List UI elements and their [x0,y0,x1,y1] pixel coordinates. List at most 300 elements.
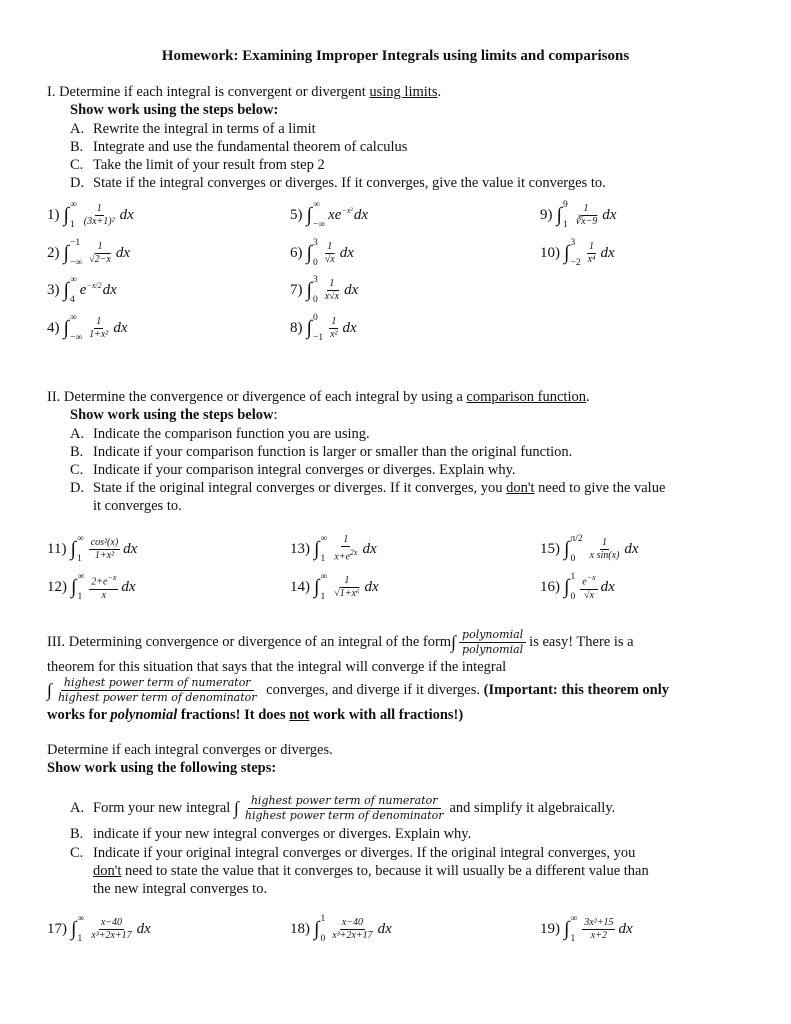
exponent: −x² [341,206,353,215]
problem-14 [290,572,379,602]
problem-number: 17) [47,920,67,937]
differential: dx [600,244,615,261]
expr: x−40 [341,916,364,928]
integral-sign: ∫ [564,917,570,940]
problem-number: 11) [47,540,67,557]
differential: dx [113,319,128,336]
integral [564,572,615,602]
problem-number: 15) [540,540,560,557]
integral-sign: ∫ [306,203,312,226]
step-text: Indicate if your comparison integral converges or diverges. Explain why. [93,462,516,478]
numerator [600,537,609,550]
radicand: x [330,253,335,265]
differential: dx [115,244,130,261]
expr: x+2 [590,929,607,941]
integrand-fraction [582,917,615,942]
problem-16 [540,572,615,602]
step-text: Indicate if your comparison function is larger or smaller than the original function. [93,444,573,460]
step-text: indicate if your new integral converges or diverges. Explain why. [93,826,472,842]
expr: x [101,589,107,601]
expr: cos²(x) [90,536,119,548]
lower-limit: 0 [320,934,326,944]
radical-sign: x√ [324,290,335,302]
upper-limit: ∞ [69,200,77,210]
s3-text: converges, and diverge if it diverges. [262,682,484,698]
limits [570,572,575,602]
lower-limit: 0 [570,554,576,564]
integrand-fraction [573,203,600,228]
limits [313,313,323,343]
numerator [327,278,336,291]
integral [71,572,136,602]
s3-text: theorem for this situation that says that the integral will converge if the integral [47,659,507,675]
section-1-heading [47,84,441,101]
denominator [589,930,609,942]
expr: x sin(x) [589,549,620,561]
numerator [95,241,104,254]
problem-9 [540,200,616,230]
s1-step [70,157,325,174]
expr: 1 [589,240,595,252]
step-text: Take the limit of your result from step 2 [93,157,325,173]
problem-number: 13) [290,540,310,557]
exponent: −x/2 [86,281,102,290]
page-title: Homework: Examining Improper Integrals using limits and comparisons [161,48,630,64]
lower-limit: 1 [77,934,83,944]
expr: 1+x² [94,549,115,561]
upper-limit: ∞ [312,200,320,210]
section-3-heading [47,628,634,657]
integrand-fraction [82,203,117,228]
exponent: −x [586,573,596,583]
s2-step [70,480,665,497]
radicand: 1+x⁶ [339,587,360,599]
step-text: State if the integral converges or diverges. If it converges, give the value it converges to. [93,175,606,191]
heading-punct: . [586,389,590,405]
radical-sign: ∛ [574,215,582,227]
numerator: highest power term of numerator [61,676,254,691]
limits [313,238,318,268]
denominator [332,588,361,600]
integrand-fraction [87,316,110,341]
step-letter: B. [70,444,84,460]
problem-number: 3) [47,281,60,298]
denominator [328,329,339,341]
lower-limit: 1 [69,220,75,230]
s3-step [70,794,615,823]
radical-sign: √ [324,253,331,265]
differential: dx [602,206,617,223]
denominator [82,216,117,228]
problem-19 [540,914,633,944]
limits [320,914,325,944]
step-letter: C. [70,845,84,861]
numerator [341,534,350,547]
integrand-fraction [323,241,337,266]
s2-step [70,462,516,479]
integrand-fraction [89,917,133,942]
denominator [87,254,113,266]
step-letter: C. [70,462,84,478]
s3-bold: (Important: this theorem only [483,682,670,698]
numerator [342,575,351,588]
problem-number: 18) [290,920,310,937]
denominator [87,329,110,341]
differential: dx [136,920,151,937]
denominator [588,550,622,562]
problem-4 [47,313,127,343]
integrand-fraction [89,537,120,562]
differential: dx [377,920,392,937]
lower-limit: 1 [77,592,83,602]
problem-number: 19) [540,920,560,937]
upper-limit: 3 [312,275,318,285]
denominator [586,254,598,266]
expr: 2+e [91,576,108,588]
integral-sign: ∫ [306,241,312,264]
integral [314,534,377,564]
lower-limit: −2 [570,258,581,268]
lower-limit: −∞ [69,258,83,268]
differential: dx [102,281,117,298]
integral [564,914,633,944]
integral-sign: ∫ [63,316,69,339]
integral-sign: ∫ [233,798,239,818]
integrand-fraction [89,572,118,601]
integral-sign: ∫ [63,241,69,264]
heading-text: II. Determine the convergence or divergence of each integral by using a [47,389,467,405]
integral-sign: ∫ [314,537,320,560]
upper-limit: ∞ [320,534,328,544]
denominator [100,590,108,602]
integral [70,534,137,564]
step-letter: D. [70,480,85,496]
denominator [582,590,596,602]
expr: e [582,576,587,588]
step-text: Integrate and use the fundamental theorem of calculus [93,139,408,155]
differential: dx [339,244,354,261]
section-1-show: Show work using the steps below: [70,102,279,118]
integral [307,238,354,268]
integral-sign: ∫ [564,537,570,560]
upper-limit: ∞ [77,914,85,924]
s2-step [70,426,370,443]
integrand-fraction [586,241,598,266]
step-underlined: don't [506,480,535,496]
integrand [80,281,102,299]
integral [307,313,357,343]
s1-step [70,121,316,138]
s3-step-cont: the new integral converges to. [93,881,268,897]
s3-step [70,845,635,862]
differential: dx [121,578,136,595]
problem-number: 6) [290,244,303,261]
problem-8 [290,313,357,343]
expr: x⁴ [587,253,596,265]
expr: 1+x² [89,328,109,340]
step-text: Form your new integral [93,800,234,816]
radicand: x [334,290,340,302]
limits [70,313,82,343]
upper-limit: ∞ [570,914,578,924]
s3-step [70,826,471,843]
upper-limit: ∞ [76,534,84,544]
step-text: and simplify it algebraically. [449,800,616,816]
exponent: 2x [349,548,358,558]
integrand-fraction [580,572,597,601]
expr: 1 [96,202,102,214]
integrand-fraction [588,537,622,562]
upper-limit: 3 [312,238,318,248]
problem-5 [290,200,368,230]
upper-limit: 1 [570,572,576,582]
expr: x³+2x+17 [332,929,373,941]
integral [64,238,130,268]
lower-limit: 0 [312,258,318,268]
problem-3 [47,275,117,305]
integral [314,572,379,602]
differential: dx [342,319,357,336]
expr: x³+2x+17 [91,929,132,941]
numerator [94,316,103,329]
problem-number: 16) [540,578,560,595]
upper-limit: −1 [69,238,81,248]
limits [563,200,568,230]
s3-determine: Determine if each integral converges or diverges. [47,742,333,758]
expr: e [79,282,87,298]
expr: 1 [97,240,103,252]
lower-limit: 1 [562,220,568,230]
step-letter: A. [70,121,85,137]
numerator [340,917,365,930]
integral-sign: ∫ [71,575,77,598]
numerator [329,316,338,329]
lower-limit: −∞ [69,333,83,343]
numerator [99,917,124,930]
numerator [587,241,596,254]
integral-sign: ∫ [556,203,562,226]
integral-sign: ∫ [70,537,76,560]
denominator [330,930,374,942]
denominator [93,550,116,562]
expr: 1 [602,536,608,548]
upper-limit: 3 [570,238,576,248]
integral-sign: ∫ [71,917,77,940]
problem-number: 8) [290,319,303,336]
integral [71,914,151,944]
problem-number: 12) [47,578,67,595]
expr: 3x²+15 [584,916,614,928]
radical-sign: √ [89,253,95,265]
radicand: 2−x [94,253,111,265]
problem-7 [290,275,358,305]
s3-show: Show work using the following steps: [47,760,277,776]
problem-number: 14) [290,578,310,595]
integral [64,313,128,343]
differential: dx [618,920,633,937]
problem-number: 5) [290,206,303,223]
heading-underlined: comparison function [466,389,586,405]
step-letter: B. [70,826,84,842]
upper-limit: ∞ [77,572,85,582]
integral [564,238,615,268]
limits [570,534,582,564]
heading-underlined: using limits [369,84,438,100]
integral-sign: ∫ [314,575,320,598]
fraction [55,676,260,705]
integrand-fraction [330,917,374,942]
step-text: Indicate if your original integral converges or diverges. If the original integral converges, you [93,845,636,861]
t: works for [47,707,111,723]
expr: 1 [583,202,589,214]
denominator: highest power term of denominator [57,691,257,704]
s2-step-cont: it converges to. [93,498,182,514]
s1-step [70,139,407,156]
integral-sign: ∫ [306,316,312,339]
numerator [89,572,118,589]
integrand-fraction [332,575,361,600]
expr: 1 [331,315,337,327]
step-text: State if the original integral converges or diverges. If it converges, you [93,480,507,496]
differential: dx [362,540,377,557]
limits [320,534,327,564]
numerator [325,241,334,254]
s3-important [47,707,463,724]
problem-2 [47,238,130,268]
problem-15 [540,534,639,564]
upper-limit: ∞ [320,572,328,582]
numerator: highest power term of numerator [248,794,441,809]
upper-limit: 1 [320,914,326,924]
upper-limit: π/2 [570,534,583,544]
expr: (3x+1)² [83,215,115,227]
expr: 1 [344,574,350,586]
expr: x+e [334,551,350,563]
colon: : [273,407,278,423]
problem-number: 7) [290,281,303,298]
expr: 1 [96,315,102,327]
differential: dx [119,206,134,223]
integral [557,200,617,230]
lower-limit: 1 [76,554,82,564]
numerator [89,537,120,550]
step-text: Rewrite the integral in terms of a limit [93,121,316,137]
step-letter: C. [70,157,84,173]
heading-text: is easy! There is a [529,634,634,650]
step-letter: B. [70,139,84,155]
t: work with all fractions!) [309,707,464,723]
problem-6 [290,238,354,268]
integral [64,200,134,230]
problem-number: 10) [540,244,560,261]
denominator [323,291,341,303]
step-text: Indicate the comparison function you are using. [93,426,370,442]
radical-sign: √ [583,589,590,601]
t: polynomial [110,707,178,723]
limits [77,914,84,944]
limits [70,238,82,268]
upper-limit: 0 [312,313,318,323]
radicand: x−9 [581,215,598,227]
integral [64,275,117,305]
s3-text [47,676,669,705]
integrand-fraction [87,241,113,266]
integral-sign: ∫ [63,203,69,226]
expr: x−40 [100,916,123,928]
step-text: need to state the value that it converges to, because it will usually be a different value than [121,863,649,879]
show-text: Show work using the steps below [70,407,274,423]
section-2-heading [47,389,590,406]
differential: dx [600,578,615,595]
differential: dx [364,578,379,595]
lower-limit: 0 [570,592,576,602]
step-letter: A. [70,426,85,442]
problem-10 [540,238,615,268]
denominator [573,216,600,228]
s3-step-cont [93,863,649,880]
upper-limit: 9 [562,200,568,210]
integral [564,534,639,564]
limits [320,572,327,602]
limits [313,200,325,230]
lower-limit: −1 [312,333,324,343]
integral-sign: ∫ [564,241,570,264]
step-underlined: don't [93,863,122,879]
problem-number: 2) [47,244,60,261]
limits [77,534,84,564]
lower-limit: 1 [320,592,326,602]
integral [307,200,368,230]
denominator: highest power term of denominator [244,809,444,822]
fraction [459,628,526,657]
differential: dx [353,206,368,223]
problem-11 [47,534,137,564]
problem-13 [290,534,377,564]
lower-limit: 1 [570,934,576,944]
expr: 1 [327,240,333,252]
t: fractions! It does [177,707,290,723]
problem-1 [47,200,134,230]
denominator [323,254,337,266]
denominator [89,930,133,942]
radical-sign: √ [334,587,340,599]
integral-sign: ∫ [564,575,570,598]
expr: xe [328,207,342,223]
expr: x² [330,328,338,340]
integral-sign: ∫ [306,278,312,301]
integral [307,275,359,305]
limits [570,914,577,944]
lower-limit: −∞ [312,220,326,230]
numerator: polynomial [459,628,526,643]
heading-punct: . [437,84,442,100]
heading-text: III. Determining convergence or divergence of an integral of the form [47,634,452,650]
integral-sign: ∫ [47,680,52,700]
lower-limit: 4 [69,295,75,305]
problem-number: 9) [540,206,553,223]
limits [570,238,580,268]
integral-sign: ∫ [314,917,320,940]
differential: dx [344,281,359,298]
lower-limit: 1 [320,554,326,564]
upper-limit: ∞ [69,313,77,323]
numerator [580,572,597,589]
expr: 1 [329,277,335,289]
exponent: −x [107,573,117,583]
lower-limit: 0 [312,295,318,305]
radicand: x [589,589,594,601]
numerator [95,203,104,216]
